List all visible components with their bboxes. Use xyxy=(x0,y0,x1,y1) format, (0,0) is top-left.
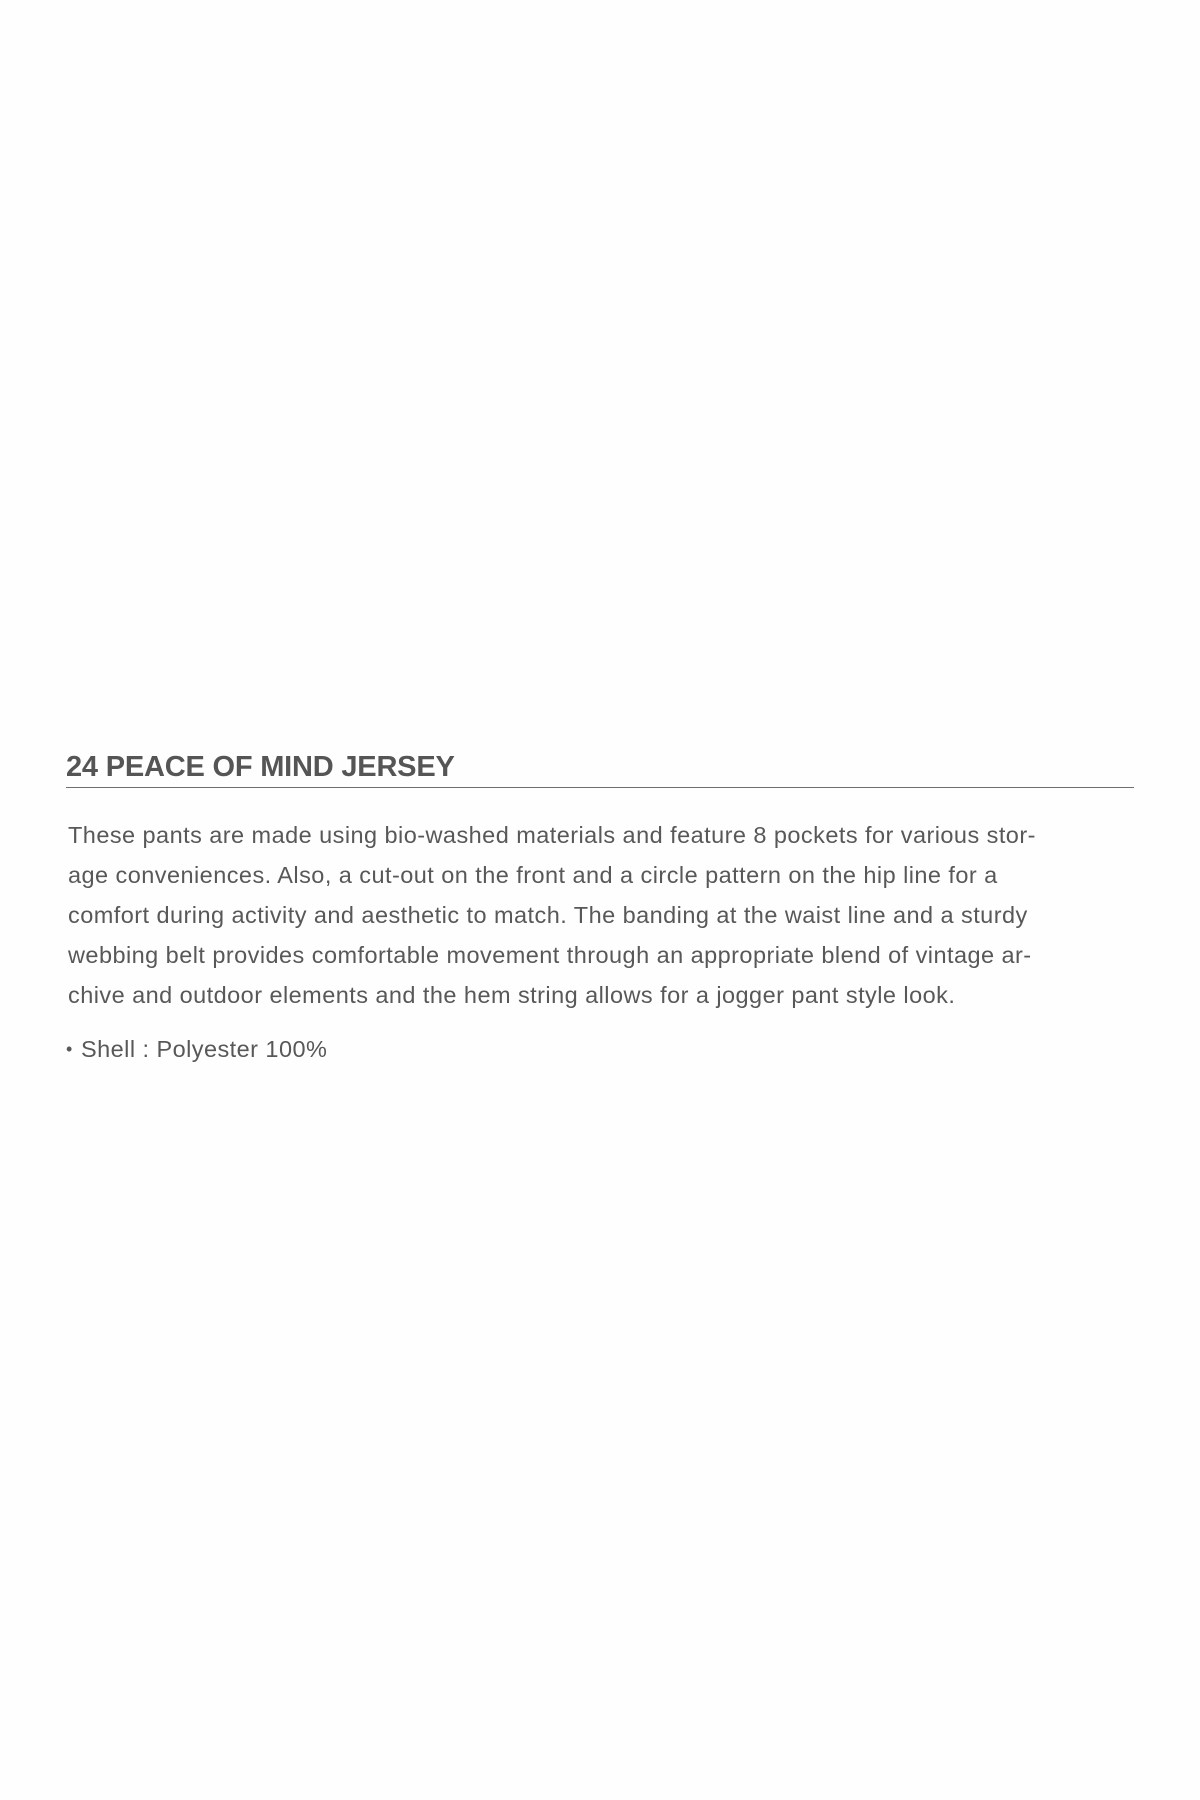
product-info-section xyxy=(66,749,1134,1069)
product-title: 24 PEACE OF MIND JERSEY xyxy=(66,751,455,783)
spec-list xyxy=(66,1029,1134,1069)
spec-item-shell xyxy=(66,1029,1134,1069)
product-description: These pants are made using bio-washed materials and feature 8 pockets for various stor- age conveniences. Also, a cut-out on the front and a circle pattern on the hip line for a comfort during activity and aesthetic to match. The banding at the waist line and a sturdy webbing belt provides comfortable movement through an appropriate blend of vintage ar- chive and outdoor elements and the hem string allows for a jogger pant style look. xyxy=(68,822,1036,1008)
bullet-icon: • xyxy=(66,1039,73,1059)
title-divider xyxy=(66,787,1134,788)
spec-text: Shell : Polyester 100% xyxy=(81,1036,328,1062)
